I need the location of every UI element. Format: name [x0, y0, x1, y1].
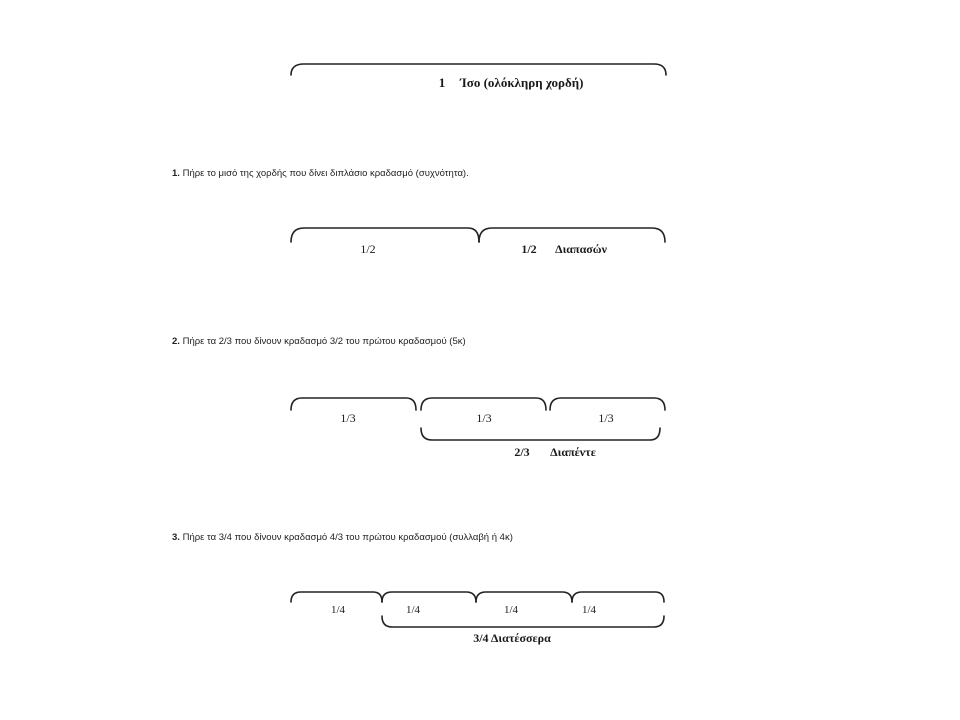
- octave-right-half-brace: [479, 228, 665, 242]
- whole-string-group: [291, 64, 666, 90]
- whole-string-number: 1: [438, 75, 446, 90]
- fourth-three-quarters-brace: [382, 616, 664, 627]
- fourth-group: [291, 592, 664, 645]
- whole-string-label: Ίσο (ολόκληρη χορδή): [460, 75, 584, 90]
- step-2-number: 2.: [172, 336, 180, 347]
- fifth-third-3-brace: [550, 398, 665, 410]
- step-3-text: [172, 532, 513, 543]
- step-1-text: [172, 168, 469, 179]
- whole-string-brace: [291, 64, 666, 75]
- octave-group: [291, 228, 665, 256]
- fifth-two-thirds-brace: [421, 428, 660, 440]
- fifth-group: [291, 398, 665, 459]
- step-1-number: 1.: [172, 168, 180, 179]
- fourth-quarter-3-brace: [476, 592, 572, 602]
- fifth-third-2-brace: [421, 398, 546, 410]
- fourth-fraction-label: 3/4 Διατέσσερα: [473, 631, 551, 645]
- octave-name-label: Διαπασών: [555, 242, 607, 256]
- fifth-name-label: Διαπέντε: [550, 445, 596, 459]
- step-2-description: Πήρε τα 2/3 που δίνουν κραδασμό 3/2 του πρώτου κραδασμού (5κ): [179, 336, 466, 347]
- fifth-third-3-label: 1/3: [598, 411, 614, 425]
- fourth-quarter-4-label: 1/4: [581, 604, 597, 616]
- fourth-quarter-4-brace: [572, 592, 664, 602]
- fourth-quarter-1-label: 1/4: [330, 604, 346, 616]
- octave-left-half-label: 1/2: [360, 242, 376, 256]
- step-3-number: 3.: [172, 532, 180, 543]
- step-1-description: Πήρε το μισό της χορδής που δίνει διπλάσιο κραδασμό (συχνότητα).: [179, 168, 469, 179]
- fourth-quarter-2-brace: [382, 592, 476, 602]
- octave-fraction-label: 1/2: [521, 242, 537, 256]
- fifth-third-2-label: 1/3: [476, 411, 492, 425]
- fourth-quarter-1-brace: [291, 592, 382, 602]
- fifth-third-1-label: 1/3: [340, 411, 356, 425]
- fourth-quarter-2-label: 1/4: [405, 604, 421, 616]
- step-3-description: Πήρε τα 3/4 που δίνουν κραδασμό 4/3 του πρώτου κραδασμού (συλλαβή ή 4κ): [179, 532, 513, 543]
- step-2-text: [172, 336, 466, 347]
- octave-left-half-brace: [291, 228, 479, 242]
- fifth-fraction-label: 2/3: [514, 445, 530, 459]
- fourth-quarter-3-label: 1/4: [503, 604, 519, 616]
- fifth-third-1-brace: [291, 398, 416, 410]
